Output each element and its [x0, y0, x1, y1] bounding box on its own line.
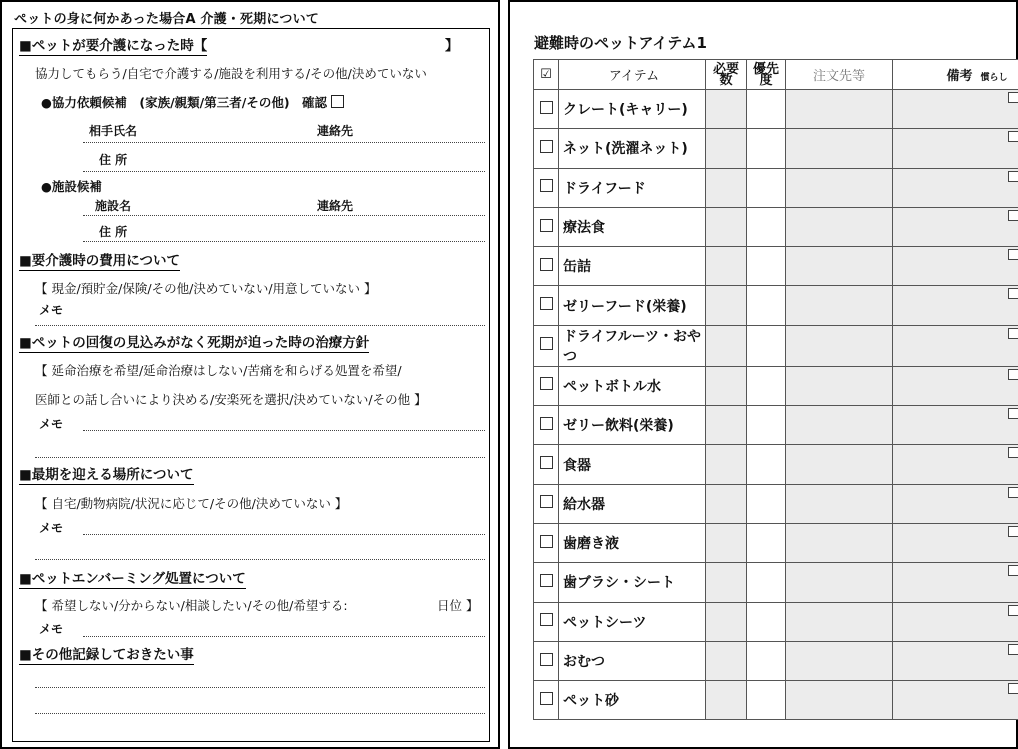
acclimation-checkbox[interactable] [1008, 210, 1018, 221]
item-name: ペットシーツ [559, 602, 706, 641]
item-checkbox-cell[interactable] [534, 563, 559, 602]
embalming-memo-line[interactable] [83, 636, 485, 637]
care-needed-bracket: 】 [445, 38, 459, 54]
priority-cell[interactable] [747, 484, 786, 523]
priority-cell[interactable] [747, 168, 786, 207]
notes-cell[interactable] [893, 445, 1018, 484]
order-cell[interactable] [786, 563, 893, 602]
table-row [534, 445, 1018, 484]
notes-cell[interactable] [893, 129, 1018, 168]
item-column-header: アイテム [559, 60, 706, 90]
care-cost-memo-label: メモ [39, 303, 64, 317]
table-header-row [534, 60, 1018, 90]
item-checkbox[interactable] [540, 613, 553, 626]
helper-candidates-label: ●協力依頼候補 (家族/親類/第三者/その他) 確認 [41, 93, 344, 111]
order-cell[interactable] [786, 641, 893, 680]
facility-address-line[interactable] [83, 241, 485, 242]
order-cell[interactable] [786, 445, 893, 484]
partner-name-line[interactable] [83, 142, 485, 143]
priority-cell[interactable] [747, 445, 786, 484]
order-cell[interactable] [786, 129, 893, 168]
notes-cell[interactable] [893, 602, 1018, 641]
treatment-policy-heading: ■ペットの回復の見込みがなく死期が迫った時の治療方針 [19, 331, 369, 353]
acclimation-checkbox[interactable] [1008, 487, 1018, 498]
item-name: ネット(洗濯ネット) [559, 129, 706, 168]
item-checkbox[interactable] [540, 297, 553, 310]
quantity-column-header: 必要 数 [706, 60, 747, 90]
priority-cell[interactable] [747, 207, 786, 246]
care-needed-heading: ■ペットが要介護になった時【 [19, 34, 207, 56]
other-notes-line2[interactable] [35, 713, 485, 714]
quantity-cell[interactable] [706, 286, 747, 325]
final-place-heading: ■最期を迎える場所について [19, 463, 194, 485]
notes-cell[interactable] [893, 406, 1018, 445]
partner-address-line[interactable] [83, 171, 485, 172]
quantity-cell[interactable] [706, 445, 747, 484]
order-cell[interactable] [786, 286, 893, 325]
quantity-cell[interactable] [706, 484, 747, 523]
final-place-memo-label: メモ [39, 521, 64, 535]
quantity-cell[interactable] [706, 563, 747, 602]
evacuation-items-page [508, 0, 1018, 749]
item-checkbox-cell[interactable] [534, 168, 559, 207]
item-checkbox[interactable] [540, 140, 553, 153]
table-row [534, 129, 1018, 168]
item-checkbox-cell[interactable] [534, 129, 559, 168]
quantity-cell[interactable] [706, 602, 747, 641]
item-checkbox[interactable] [540, 692, 553, 705]
notes-cell[interactable] [893, 90, 1018, 129]
item-checkbox[interactable] [540, 535, 553, 548]
priority-cell[interactable] [747, 602, 786, 641]
priority-cell[interactable] [747, 366, 786, 405]
order-cell[interactable] [786, 325, 893, 366]
item-name: ペットボトル水 [559, 366, 706, 405]
item-name: 缶詰 [559, 247, 706, 286]
confirm-checkbox[interactable] [331, 95, 344, 108]
item-checkbox-cell[interactable] [534, 366, 559, 405]
quantity-cell[interactable] [706, 247, 747, 286]
item-checkbox-cell[interactable] [534, 602, 559, 641]
item-checkbox[interactable] [540, 417, 553, 430]
item-checkbox-cell[interactable] [534, 286, 559, 325]
item-checkbox-cell[interactable] [534, 90, 559, 129]
item-name: 食器 [559, 445, 706, 484]
notes-cell[interactable] [893, 247, 1018, 286]
partner-name-label: 相手氏名 [89, 124, 138, 138]
item-checkbox[interactable] [540, 653, 553, 666]
item-name: ゼリー飲料(栄養) [559, 406, 706, 445]
item-checkbox-cell[interactable] [534, 445, 559, 484]
notes-cell[interactable] [893, 168, 1018, 207]
page-title: ペットの身に何かあった場合A 介護・死期について [14, 12, 319, 27]
treatment-memo-line1[interactable] [83, 430, 485, 431]
item-checkbox-cell[interactable] [534, 207, 559, 246]
item-name: ゼリーフード(栄養) [559, 286, 706, 325]
acclimation-checkbox[interactable] [1008, 328, 1018, 339]
priority-cell[interactable] [747, 523, 786, 562]
page-title: 避難時のペットアイテム1 [534, 34, 707, 52]
item-checkbox-cell[interactable] [534, 247, 559, 286]
notes-cell[interactable] [893, 207, 1018, 246]
acclimation-checkbox[interactable] [1008, 683, 1018, 694]
other-notes-heading: ■その他記録しておきたい事 [19, 643, 194, 665]
table-row [534, 681, 1018, 720]
quantity-cell[interactable] [706, 325, 747, 366]
treatment-memo-label: メモ [39, 417, 64, 431]
care-death-page [0, 0, 500, 749]
facility-contact-label: 連絡先 [317, 199, 354, 213]
priority-column-header: 優先 度 [747, 60, 786, 90]
item-checkbox[interactable] [540, 574, 553, 587]
acclimation-checkbox[interactable] [1008, 408, 1018, 419]
acclimation-checkbox[interactable] [1008, 369, 1018, 380]
acclimation-checkbox[interactable] [1008, 565, 1018, 576]
quantity-cell[interactable] [706, 641, 747, 680]
care-cost-options: 【 現金/預貯金/保険/その他/決めていない/用意していない 】 [35, 281, 377, 296]
notes-column-header: 備考 慣らし [893, 60, 1018, 90]
priority-cell[interactable] [747, 641, 786, 680]
order-column-header: 注文先等 [786, 60, 893, 90]
item-name: ペット砂 [559, 681, 706, 720]
item-checkbox[interactable] [540, 495, 553, 508]
order-cell[interactable] [786, 207, 893, 246]
order-cell[interactable] [786, 168, 893, 207]
order-cell[interactable] [786, 681, 893, 720]
item-checkbox[interactable] [540, 179, 553, 192]
care-options: 協力してもらう/自宅で介護する/施設を利用する/その他/決めていない [35, 66, 427, 81]
item-checkbox-cell[interactable] [534, 406, 559, 445]
order-cell[interactable] [786, 523, 893, 562]
other-notes-line1[interactable] [35, 687, 485, 688]
item-name: 歯磨き液 [559, 523, 706, 562]
quantity-cell[interactable] [706, 129, 747, 168]
priority-cell[interactable] [747, 325, 786, 366]
table-row [534, 168, 1018, 207]
treatment-options-line2: 医師との話し合いにより決める/安楽死を選択/決めていない/その他 】 [35, 392, 427, 407]
item-name: クレート(キャリー) [559, 90, 706, 129]
order-cell[interactable] [786, 484, 893, 523]
item-checkbox[interactable] [540, 219, 553, 232]
priority-cell[interactable] [747, 247, 786, 286]
notes-cell[interactable] [893, 286, 1018, 325]
table-row [534, 90, 1018, 129]
embalming-days: 日位 】 [437, 598, 479, 613]
table-row [534, 325, 1018, 366]
item-name: ドライフルーツ・おやつ [559, 325, 706, 366]
item-checkbox-cell[interactable] [534, 641, 559, 680]
notes-cell[interactable] [893, 641, 1018, 680]
item-checkbox-cell[interactable] [534, 325, 559, 366]
order-cell[interactable] [786, 366, 893, 405]
table-row [534, 366, 1018, 405]
quantity-cell[interactable] [706, 168, 747, 207]
evacuation-items-table [533, 59, 1018, 720]
priority-cell[interactable] [747, 563, 786, 602]
facility-name-label: 施設名 [95, 199, 132, 213]
table-row [534, 641, 1018, 680]
acclimation-checkbox[interactable] [1008, 92, 1018, 103]
table-row [534, 563, 1018, 602]
table-row [534, 247, 1018, 286]
final-place-memo-line2[interactable] [35, 559, 485, 560]
item-checkbox[interactable] [540, 101, 553, 114]
order-cell[interactable] [786, 90, 893, 129]
notes-cell[interactable] [893, 681, 1018, 720]
table-row [534, 523, 1018, 562]
item-checkbox-cell[interactable] [534, 681, 559, 720]
priority-cell[interactable] [747, 129, 786, 168]
priority-cell[interactable] [747, 406, 786, 445]
treatment-options-line1: 【 延命治療を希望/延命治療はしない/苦痛を和らげる処置を希望/ [35, 363, 402, 378]
item-checkbox[interactable] [540, 258, 553, 271]
table-row [534, 602, 1018, 641]
quantity-cell[interactable] [706, 406, 747, 445]
item-checkbox-cell[interactable] [534, 523, 559, 562]
embalming-options: 【 希望しない/分からない/相談したい/その他/希望する: [35, 598, 348, 613]
acclimation-checkbox[interactable] [1008, 131, 1018, 142]
item-checkbox[interactable] [540, 337, 553, 350]
notes-cell[interactable] [893, 325, 1018, 366]
item-name: 歯ブラシ・シート [559, 563, 706, 602]
order-cell[interactable] [786, 247, 893, 286]
table-row [534, 286, 1018, 325]
quantity-cell[interactable] [706, 90, 747, 129]
table-row [534, 406, 1018, 445]
table-row [534, 207, 1018, 246]
embalming-memo-label: メモ [39, 622, 64, 636]
notes-cell[interactable] [893, 484, 1018, 523]
final-place-memo-line1[interactable] [83, 534, 485, 535]
priority-cell[interactable] [747, 681, 786, 720]
quantity-cell[interactable] [706, 207, 747, 246]
item-checkbox[interactable] [540, 377, 553, 390]
item-checkbox-cell[interactable] [534, 484, 559, 523]
priority-cell[interactable] [747, 90, 786, 129]
notes-cell[interactable] [893, 563, 1018, 602]
item-name: ドライフード [559, 168, 706, 207]
item-name: おむつ [559, 641, 706, 680]
facility-candidates-label: ●施設候補 [41, 179, 102, 194]
facility-name-line[interactable] [83, 215, 485, 216]
order-cell[interactable] [786, 602, 893, 641]
partner-contact-label: 連絡先 [317, 124, 354, 138]
final-place-options: 【 自宅/動物病院/状況に応じて/その他/決めていない 】 [35, 496, 348, 511]
acclimation-checkbox[interactable] [1008, 605, 1018, 616]
item-name: 給水器 [559, 484, 706, 523]
item-name: 療法食 [559, 207, 706, 246]
acclimation-checkbox[interactable] [1008, 526, 1018, 537]
care-form [12, 28, 490, 742]
care-cost-heading: ■要介護時の費用について [19, 249, 180, 271]
table-row [534, 484, 1018, 523]
embalming-heading: ■ペットエンバーミング処置について [19, 567, 246, 589]
item-checkbox[interactable] [540, 456, 553, 469]
notes-cell[interactable] [893, 366, 1018, 405]
acclimation-checkbox[interactable] [1008, 249, 1018, 260]
treatment-memo-line2[interactable] [35, 457, 485, 458]
quantity-cell[interactable] [706, 523, 747, 562]
partner-address-label: 住 所 [99, 153, 128, 167]
acclimation-checkbox[interactable] [1008, 447, 1018, 458]
acclimation-checkbox[interactable] [1008, 644, 1018, 655]
acclimation-checkbox[interactable] [1008, 171, 1018, 182]
care-cost-memo-line[interactable] [35, 325, 485, 326]
notes-cell[interactable] [893, 523, 1018, 562]
acclimation-checkbox[interactable] [1008, 288, 1018, 299]
quantity-cell[interactable] [706, 681, 747, 720]
order-cell[interactable] [786, 406, 893, 445]
facility-address-label: 住 所 [99, 225, 128, 239]
quantity-cell[interactable] [706, 366, 747, 405]
check-all-icon[interactable]: ☑ [534, 60, 559, 90]
priority-cell[interactable] [747, 286, 786, 325]
